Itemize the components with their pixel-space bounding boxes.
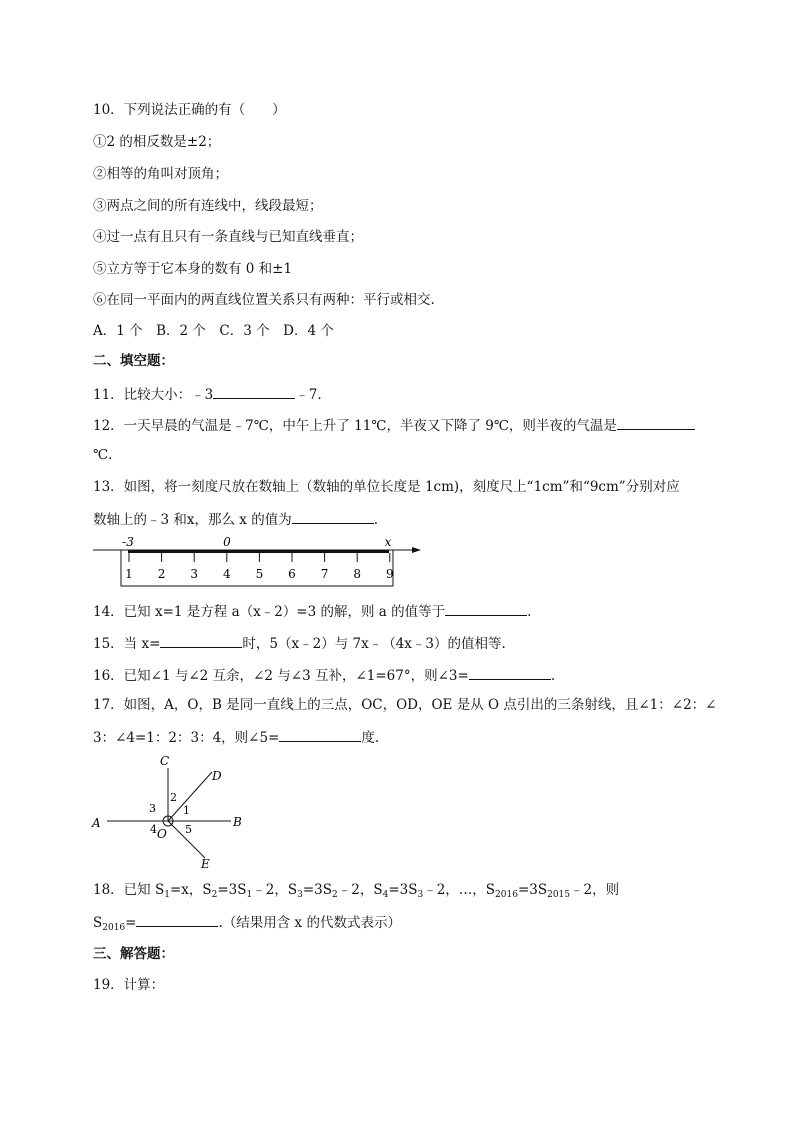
q15-text-after: 时，5（x﹣2）与 7x﹣（4x﹣3）的值相等. [242,636,506,652]
q18-subscript: 1 [246,890,253,900]
ruler-mark-label: 3 [190,567,199,581]
ruler-labels [125,567,393,581]
q18-text: =3S [388,882,418,898]
q18-subscript: 2 [211,890,218,900]
q18-answer-blank[interactable] [136,912,218,927]
point-a-label: A [92,816,101,830]
q11 [93,384,322,404]
q11-text-after: ﹣7. [295,387,322,403]
point-e-label: E [201,857,210,871]
q18-line-2 [93,912,401,932]
angle-figure [88,752,248,872]
ruler-mark-label: 5 [255,567,264,581]
axis-label-x: x [384,535,392,549]
q18-text: =3S [517,882,548,898]
angle-2-label: 2 [170,791,177,804]
q11-answer-blank[interactable] [213,384,295,399]
q16-text-before: 16．已知∠1 与∠2 互余，∠2 与∠3 互补，∠1=67°，则∠3= [93,668,469,684]
q10-options: A．1 个 B．2 个 C．3 个 D．4 个 [93,323,334,339]
angle-1-label: 1 [183,804,190,817]
q13-line-1: 13．如图，将一刻度尺放在数轴上（数轴的单位长度是 1cm)，刻度尺上“1cm”和“9cm”分别对应 [93,479,680,495]
ruler-mark-label: 1 [125,567,133,581]
q18-subscript: 4 [382,890,389,900]
section-2-title: 二、填空题： [93,353,174,369]
q10-stem: 10．下列说法正确的有（ ） [93,102,286,118]
q17-answer-blank[interactable] [279,727,361,742]
q13-line-2 [93,509,378,529]
q18-text: =3S [302,882,332,898]
point-o-label: O [157,827,167,841]
angle-4-label: 4 [150,823,157,836]
q12-line-1 [93,415,695,435]
q18-text: =x，S [169,882,212,898]
q18-equals: = [125,915,137,931]
angle-3-label: 3 [149,802,156,815]
q16-text-after: . [550,668,556,684]
ruler-mark-label: 4 [222,567,231,581]
q17-line-1: 17．如图，A，O，B 是同一直线上的三点，OC，OD，OE 是从 O 点引出的三条射线，且∠1：∠2：∠ [93,697,717,713]
q14-text-before: 14．已知 x=1 是方程 a（x﹣2）=3 的解，则 a 的值等于 [93,604,446,620]
q18-text: =3S [217,882,247,898]
q12-text: 12．一天早晨的气温是﹣7℃，中午上升了 11℃，半夜又下降了 9℃，则半夜的气温是 [93,418,617,434]
q10-item-6: ⑥在同一平面内的两直线位置关系只有两种：平行或相交. [93,292,435,308]
q13-answer-blank[interactable] [292,509,374,524]
q14-answer-blank[interactable] [445,601,527,616]
axis-label-neg3: -3 [122,535,134,549]
ruler-mark-label: 9 [385,567,394,581]
ruler-edge [128,550,389,553]
q13-text-before: 数轴上的﹣3 和x，那么 x 的值为 [93,512,292,528]
q18-subscript: 3 [297,890,303,900]
q10-item-2: ②相等的角叫对顶角； [93,166,228,182]
q18-subscript: 3 [417,890,424,900]
q15-answer-blank[interactable] [160,633,242,648]
q14-text-after: . [527,604,532,620]
q18-text: 18．已知 S [93,882,165,898]
q18-subscript: 1 [164,890,170,900]
q15 [93,633,506,653]
q18-s-subscript: 2016 [102,923,126,933]
q18-s-label: S [93,915,103,931]
ruler-mark-label: 6 [288,567,296,581]
q12-line-2: ℃. [93,447,113,463]
q14 [93,601,531,621]
q16 [93,665,555,685]
q10-item-3: ③两点之间的所有连线中，线段最短； [93,198,323,214]
section-3-title: 三、解答题： [93,946,174,962]
q12-answer-blank[interactable] [617,415,695,430]
q16-answer-blank[interactable] [469,665,551,680]
point-b-label: B [233,815,242,829]
axis-label-0: 0 [223,535,231,549]
point-c-label: C [160,754,170,768]
q11-text-before: 11．比较大小：﹣3 [93,387,214,403]
q18-text: ﹣2，则 [570,882,620,898]
ruler-ticks [129,553,390,562]
q13-text-after: . [373,512,378,528]
q18-text: ﹣2，S [252,882,298,898]
q18-text: ﹣2，S [337,882,383,898]
point-d-label: D [212,769,222,783]
q10-item-1: ①2 的相反数是±2； [93,134,221,150]
q18-text: ﹣2，…，S [423,882,496,898]
q18-subscript: 2 [332,890,338,900]
q18-subscript: 2016 [495,890,518,900]
q17-text-before: 3：∠4=1：2：3：4，则∠5= [93,730,280,746]
q17-text-after: 度. [361,730,380,746]
ruler-mark-label: 2 [157,567,166,581]
number-line-figure [90,533,425,589]
q10-item-4: ④过一点有且只有一条直线与已知直线垂直； [93,229,363,245]
q19-stem: 19．计算： [93,977,165,993]
q18-line-1 [93,881,619,899]
q15-text-before: 15．当 x= [93,636,161,652]
axis-arrow-icon [412,547,421,553]
q18-subscript: 2015 [547,890,571,900]
ruler-mark-label: 8 [353,567,362,581]
q18-text-after: .（结果用含 x 的代数式表示） [218,915,401,931]
ruler-mark-label: 7 [320,567,329,581]
angle-5-label: 5 [185,823,192,836]
q17-line-2 [93,727,379,747]
q10-item-5: ⑤立方等于它本身的数有 0 和±1 [93,261,293,277]
